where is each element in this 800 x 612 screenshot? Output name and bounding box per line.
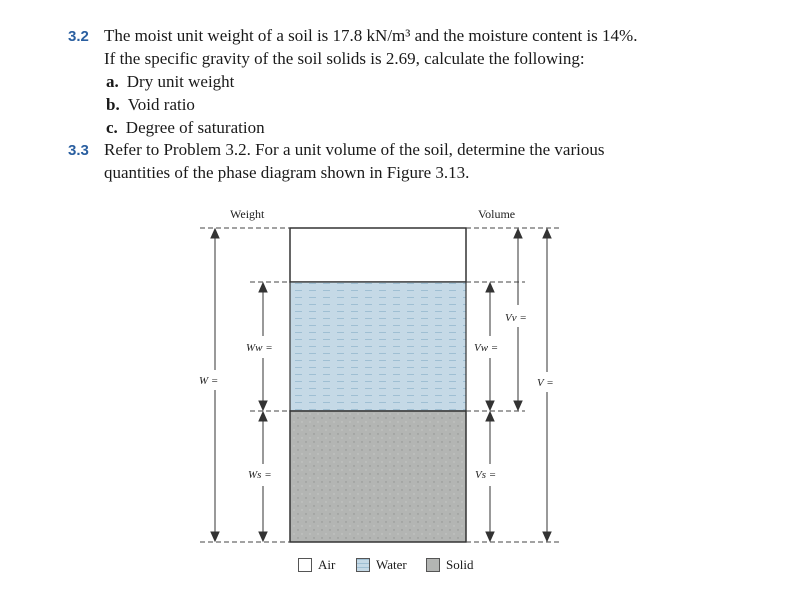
sub-item-text: Degree of saturation	[125, 118, 265, 137]
problem-number: 3.3	[68, 142, 89, 159]
label-Vs: Vs =	[475, 469, 497, 481]
sub-item-letter: c.	[106, 118, 118, 137]
legend-label: Solid	[446, 557, 474, 572]
air-phase	[290, 228, 466, 282]
sub-item-letter: b.	[106, 95, 120, 114]
label-Ws: Ws =	[248, 469, 272, 481]
problem-number: 3.2	[68, 28, 89, 45]
legend-air	[298, 556, 335, 574]
solid-swatch	[426, 558, 440, 572]
air-swatch	[298, 558, 312, 572]
water-phase	[290, 282, 466, 411]
label-W: W =	[199, 375, 219, 387]
problem-text-line: The moist unit weight of a soil is 17.8 kN/m³ and the moisture content is 14%.	[104, 26, 638, 45]
label-Vv: Vv =	[505, 312, 527, 324]
problem-text-line: If the specific gravity of the soil solids is 2.69, calculate the following:	[104, 49, 585, 68]
legend-water	[356, 556, 407, 574]
problem-text-line: quantities of the phase diagram shown in Figure 3.13.	[104, 163, 470, 182]
label-Vw: Vw =	[474, 342, 499, 354]
legend-solid	[426, 556, 473, 574]
label-Ww: Ww =	[246, 342, 273, 354]
sub-item-letter: a.	[106, 72, 119, 91]
sub-item-text: Dry unit weight	[126, 72, 235, 91]
weight-header: Weight	[230, 207, 265, 221]
volume-header: Volume	[478, 207, 516, 221]
solid-phase	[290, 411, 466, 542]
label-V: V =	[537, 377, 554, 389]
water-swatch	[356, 558, 370, 572]
problem-text-line: Refer to Problem 3.2. For a unit volume of the soil, determine the various	[104, 140, 605, 159]
legend-label: Air	[318, 557, 336, 572]
legend-label: Water	[376, 557, 407, 572]
sub-item-text: Void ratio	[127, 95, 195, 114]
